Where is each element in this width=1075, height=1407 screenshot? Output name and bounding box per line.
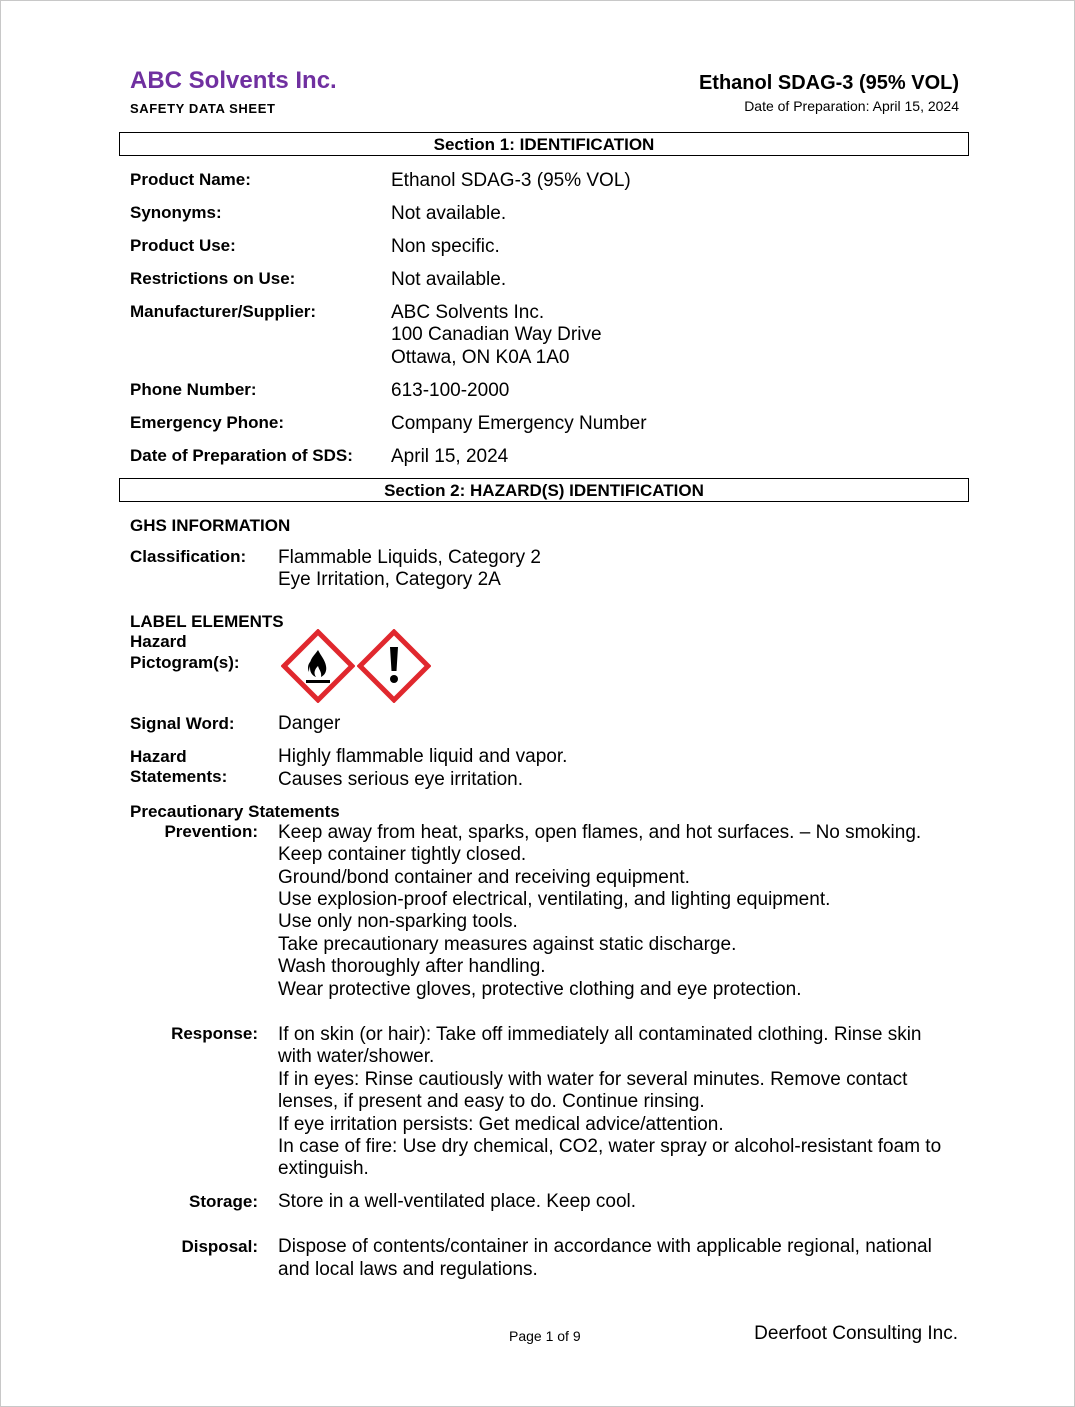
manufacturer-name: ABC Solvents Inc.	[391, 302, 545, 323]
page-number: Page 1 of 9	[509, 1328, 581, 1344]
response-line: lenses, if present and easy to do. Continue rinsing.	[278, 1091, 705, 1112]
hazard-statements-label: Statements:	[130, 767, 228, 786]
product-use-value: Non specific.	[391, 236, 500, 257]
product-title: Ethanol SDAG-3 (95% VOL)	[698, 72, 959, 94]
company-name: ABC Solvents Inc.	[130, 67, 337, 94]
prevention-line: Wear protective gloves, protective clothing and eye protection.	[278, 979, 802, 1000]
response-line: If on skin (or hair): Take off immediately all contaminated clothing. Rinse skin	[278, 1024, 922, 1045]
prevention-line: Ground/bond container and receiving equipment.	[278, 867, 690, 888]
manufacturer-city: Ottawa, ON K0A 1A0	[391, 347, 570, 368]
section1-header: Section 1: IDENTIFICATION	[119, 132, 969, 156]
document-type: SAFETY DATA SHEET	[130, 101, 276, 116]
exclamation-mark-icon	[357, 629, 431, 703]
ghs-information-heading: GHS INFORMATION	[130, 516, 291, 535]
precautionary-heading: Precautionary Statements	[130, 802, 340, 821]
prevention-line: Use explosion-proof electrical, ventilating, and lighting equipment.	[278, 889, 831, 910]
disposal-line: Dispose of contents/container in accordance with applicable regional, national	[278, 1236, 932, 1257]
date-of-preparation: Date of Preparation: April 15, 2024	[744, 98, 959, 114]
phone-label: Phone Number:	[130, 380, 257, 399]
classification-label: Classification:	[130, 547, 247, 566]
response-line: In case of fire: Use dry chemical, CO2, water spray or alcohol-resistant foam to	[278, 1136, 942, 1157]
pictogram-label: Pictogram(s):	[130, 653, 240, 672]
sds-date-label: Date of Preparation of SDS:	[130, 446, 353, 465]
consultant-name: Deerfoot Consulting Inc.	[754, 1323, 958, 1344]
disposal-label: Disposal:	[181, 1237, 258, 1256]
manufacturer-label: Manufacturer/Supplier:	[130, 302, 317, 321]
product-use-label: Product Use:	[130, 236, 236, 255]
disposal-line: and local laws and regulations.	[278, 1259, 538, 1280]
restrictions-label: Restrictions on Use:	[130, 269, 296, 288]
response-line: If eye irritation persists: Get medical advice/attention.	[278, 1114, 724, 1135]
prevention-label: Prevention:	[164, 822, 258, 841]
manufacturer-street: 100 Canadian Way Drive	[391, 324, 602, 345]
storage-line: Store in a well-ventilated place. Keep cool.	[278, 1191, 637, 1212]
prevention-line: Keep away from heat, sparks, open flames, and hot surfaces. – No smoking.	[278, 822, 922, 843]
flame-icon	[281, 629, 355, 703]
response-label: Response:	[171, 1024, 258, 1043]
response-line: If in eyes: Rinse cautiously with water for several minutes. Remove contact	[278, 1069, 908, 1090]
phone-value: 613-100-2000	[391, 380, 510, 401]
classification-line: Flammable Liquids, Category 2	[278, 547, 541, 568]
prevention-line: Take precautionary measures against static discharge.	[278, 934, 737, 955]
response-line: with water/shower.	[278, 1046, 435, 1067]
hazard-statement: Causes serious eye irritation.	[278, 769, 523, 790]
product-name-label: Product Name:	[130, 170, 251, 189]
pictogram-label: Hazard	[130, 632, 187, 651]
response-line: extinguish.	[278, 1158, 369, 1179]
prevention-line: Use only non-sparking tools.	[278, 911, 518, 932]
signal-word-label: Signal Word:	[130, 714, 235, 733]
restrictions-value: Not available.	[391, 269, 507, 290]
emergency-phone-label: Emergency Phone:	[130, 413, 284, 432]
hazard-statement: Highly flammable liquid and vapor.	[278, 746, 568, 767]
prevention-line: Keep container tightly closed.	[278, 844, 527, 865]
product-name-value: Ethanol SDAG-3 (95% VOL)	[391, 170, 631, 191]
synonyms-value: Not available.	[391, 203, 507, 224]
emergency-phone-value: Company Emergency Number	[391, 413, 647, 434]
hazard-statements-label: Hazard	[130, 747, 187, 766]
label-elements-heading: LABEL ELEMENTS	[130, 612, 284, 631]
prevention-line: Wash thoroughly after handling.	[278, 956, 546, 977]
signal-word-value: Danger	[278, 713, 341, 734]
section2-header: Section 2: HAZARD(S) IDENTIFICATION	[119, 478, 969, 502]
classification-line: Eye Irritation, Category 2A	[278, 569, 501, 590]
storage-label: Storage:	[189, 1192, 258, 1211]
sds-date-value: April 15, 2024	[391, 446, 509, 467]
synonyms-label: Synonyms:	[130, 203, 222, 222]
